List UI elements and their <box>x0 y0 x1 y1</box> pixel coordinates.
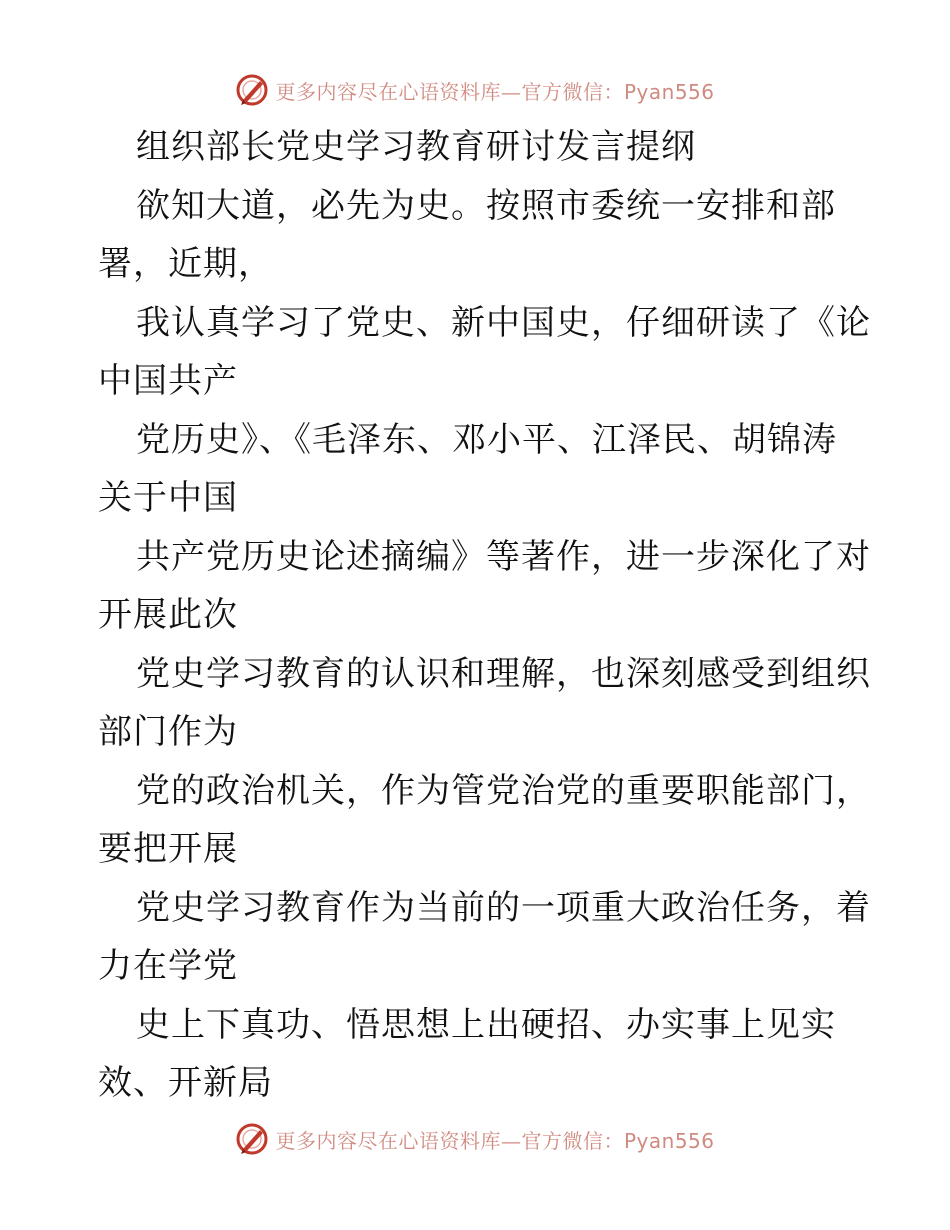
header-watermark-banner <box>0 68 950 112</box>
paragraph-line: 部门作为 <box>98 712 238 752</box>
paragraph-line: 党史学习教育作为当前的一项重大政治任务，着 <box>136 888 871 928</box>
document-title: 组织部长党史学习教育研讨发言提纲 <box>136 127 696 167</box>
footer-watermark-banner <box>0 1117 950 1161</box>
paragraph-line: 力在学党 <box>98 946 238 986</box>
paragraph-line: 史上下真功、悟思想上出硬招、办实事上见实 <box>136 1005 836 1045</box>
paragraph-line: 欲知大道，必先为史。按照市委统一安排和部 <box>136 186 836 226</box>
paragraph-line: 党的政治机关，作为管党治党的重要职能部门， <box>136 771 871 811</box>
paragraph-line: 关于中国 <box>98 478 238 518</box>
header-watermark-text: 更多内容尽在心语资料库—官方微信：Pyan556 <box>275 79 715 104</box>
paragraph-line: 共产党历史论述摘编》等著作，进一步深化了对 <box>136 537 871 577</box>
paragraph-line: 中国共产 <box>98 361 238 401</box>
pen-seal-logo-icon <box>235 1122 269 1156</box>
paragraph-line: 要把开展 <box>98 829 238 869</box>
paragraph-line: 我认真学习了党史、新中国史，仔细研读了《论 <box>136 303 871 343</box>
paragraph-line: 党史学习教育的认识和理解，也深刻感受到组织 <box>136 654 871 694</box>
paragraph-line: 署，近期， <box>98 244 273 284</box>
footer-watermark-text: 更多内容尽在心语资料库—官方微信：Pyan556 <box>275 1128 715 1153</box>
paragraph-line: 党历史》、《毛泽东、邓小平、江泽民、胡锦涛 <box>136 420 837 460</box>
paragraph-line: 开展此次 <box>98 595 238 635</box>
pen-seal-logo-icon <box>235 73 269 107</box>
paragraph-line: 效、开新局 <box>98 1063 273 1103</box>
